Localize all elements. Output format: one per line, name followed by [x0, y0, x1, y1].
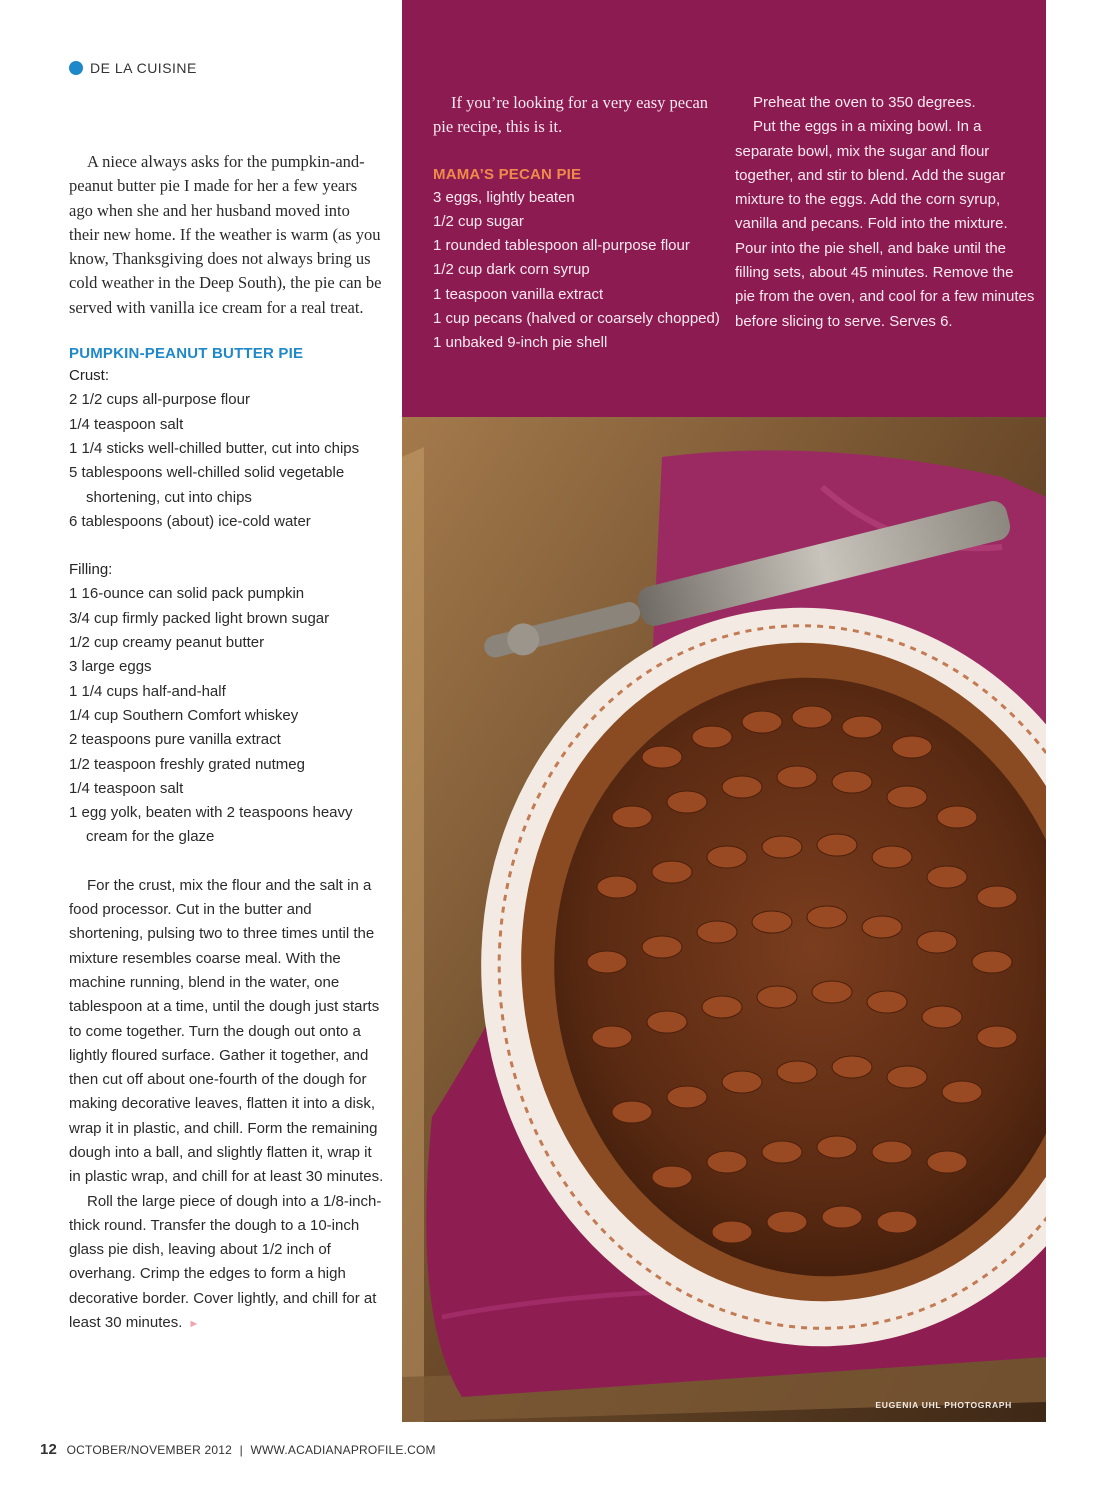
pumpkin-recipe-title: PUMPKIN-PEANUT BUTTER PIE: [69, 345, 304, 363]
ingredient-item: 1/4 teaspoon salt: [69, 415, 184, 433]
ingredient-item: 1 unbaked 9-inch pie shell: [433, 334, 608, 352]
footer-separator: |: [239, 1443, 243, 1457]
ingredient-item: 6 tablespoons (about) ice-cold water: [69, 512, 311, 530]
ingredient-item: 3 eggs, lightly beaten: [433, 188, 575, 206]
website-link[interactable]: WWW.ACADIANAPROFILE.COM: [250, 1443, 436, 1457]
ingredient-item: 1/2 cup dark corn syrup: [433, 261, 590, 279]
crust-label: Crust:: [69, 367, 110, 385]
ingredient-item: 1/4 teaspoon salt: [69, 779, 184, 797]
pecan-recipe-title: MAMA’S PECAN PIE: [433, 165, 582, 183]
ingredient-item: 1 1/4 sticks well-chilled butter, cut into chips: [69, 439, 360, 457]
intro-paragraph: A niece always asks for the pumpkin-and-peanut butter pie I made for her a few years ago when she and her husband moved into their new home. If the weather is warm (as you know, Thanksgiving does not always bring us cold weather in the Deep South), the pie can be served with vanilla ice cream for a real treat.: [69, 152, 382, 317]
ingredient-item: 1 teaspoon vanilla extract: [433, 285, 604, 303]
ingredient-item: 1 rounded tablespoon all-purpose flour: [433, 237, 690, 255]
pecan-column-1: [433, 91, 723, 356]
continue-arrow-icon: ►: [188, 1318, 200, 1331]
ingredient-item: 1/2 teaspoon freshly grated nutmeg: [69, 755, 305, 773]
section-dot-icon: [69, 61, 83, 75]
pecan-instructions: Put the eggs in a mixing bowl. In a separate bowl, mix the sugar and flour together, and stir to blend. Add the sugar mixture to the eggs. Add the corn syrup, vanilla and pecans. Fold into the mixture. Pour into the pie shell, and bake until the filling sets, about 45 minutes. Remove the pie from the oven, and cool for a few minutes before slicing to serve. Serves 6.: [735, 118, 1035, 330]
ingredient-item: 3 large eggs: [69, 658, 152, 676]
section-label: DE LA CUISINE: [90, 60, 197, 76]
ingredient-item: 2 teaspoons pure vanilla extract: [69, 731, 281, 749]
pecan-pie-photo: [402, 417, 1046, 1422]
page-footer: [40, 1441, 436, 1458]
pecan-recipe-panel: [402, 0, 1046, 417]
filling-label: Filling:: [69, 561, 113, 579]
rolling-text: Roll the large piece of dough into a 1/8-inch-thick round. Transfer the dough to a 10-inch glass pie dish, leaving about 1/2 inch of overhang. Crimp the edges to form a high decorative border. Cover lightly, and chill for at least 30 minutes.: [69, 1192, 382, 1332]
ingredient-item: 1 1/4 cups half-and-half: [69, 682, 226, 700]
page-number: 12: [40, 1441, 58, 1458]
ingredient-item: 1 16-ounce can solid pack pumpkin: [69, 585, 305, 603]
crust-instructions: For the crust, mix the flour and the salt in a food processor. Cut in the butter and shortening, pulsing two to three times until the mixture resembles coarse meal. With the machine running, blend in the water, one tablespoon at a time, until the dough just starts to come together. Turn the dough out onto a lightly floured surface. Gather it together, and then cut off about one-fourth of the dough for making decorative leaves, flatten it into a disk, wrap it in plastic, and chill. Form the remaining dough into a ball, and slightly flatten it, wrap it in plastic wrap, and chill for at least 30 minutes.: [69, 876, 384, 1186]
ingredient-item: 1/2 cup creamy peanut butter: [69, 634, 265, 652]
preheat-instruction: Preheat the oven to 350 degrees.: [753, 94, 976, 111]
ingredient-item: 3/4 cup firmly packed light brown sugar: [69, 609, 330, 627]
rolling-instructions: [69, 1190, 384, 1337]
ingredient-item: 1 egg yolk, beaten with 2 teaspoons heavy cream for the glaze: [69, 804, 353, 846]
section-tag: [69, 60, 197, 76]
pecan-intro: If you’re looking for a very easy pecan pie recipe, this is it.: [433, 93, 709, 137]
pecan-pie-illustration: [402, 417, 1046, 1422]
ingredient-item: 1/2 cup sugar: [433, 212, 524, 230]
ingredient-item: 1 cup pecans (halved or coarsely chopped): [433, 310, 720, 328]
issue-date: OCTOBER/NOVEMBER 2012: [66, 1443, 233, 1457]
pecan-column-2: [735, 91, 1035, 334]
left-column: [69, 150, 384, 1336]
ingredient-item: 5 tablespoons well-chilled solid vegetable shortening, cut into chips: [69, 464, 345, 506]
ingredient-item: 1/4 cup Southern Comfort whiskey: [69, 706, 299, 724]
photo-credit: EUGENIA UHL PHOTOGRAPH: [875, 1400, 1012, 1410]
ingredient-item: 2 1/2 cups all-purpose flour: [69, 391, 250, 409]
